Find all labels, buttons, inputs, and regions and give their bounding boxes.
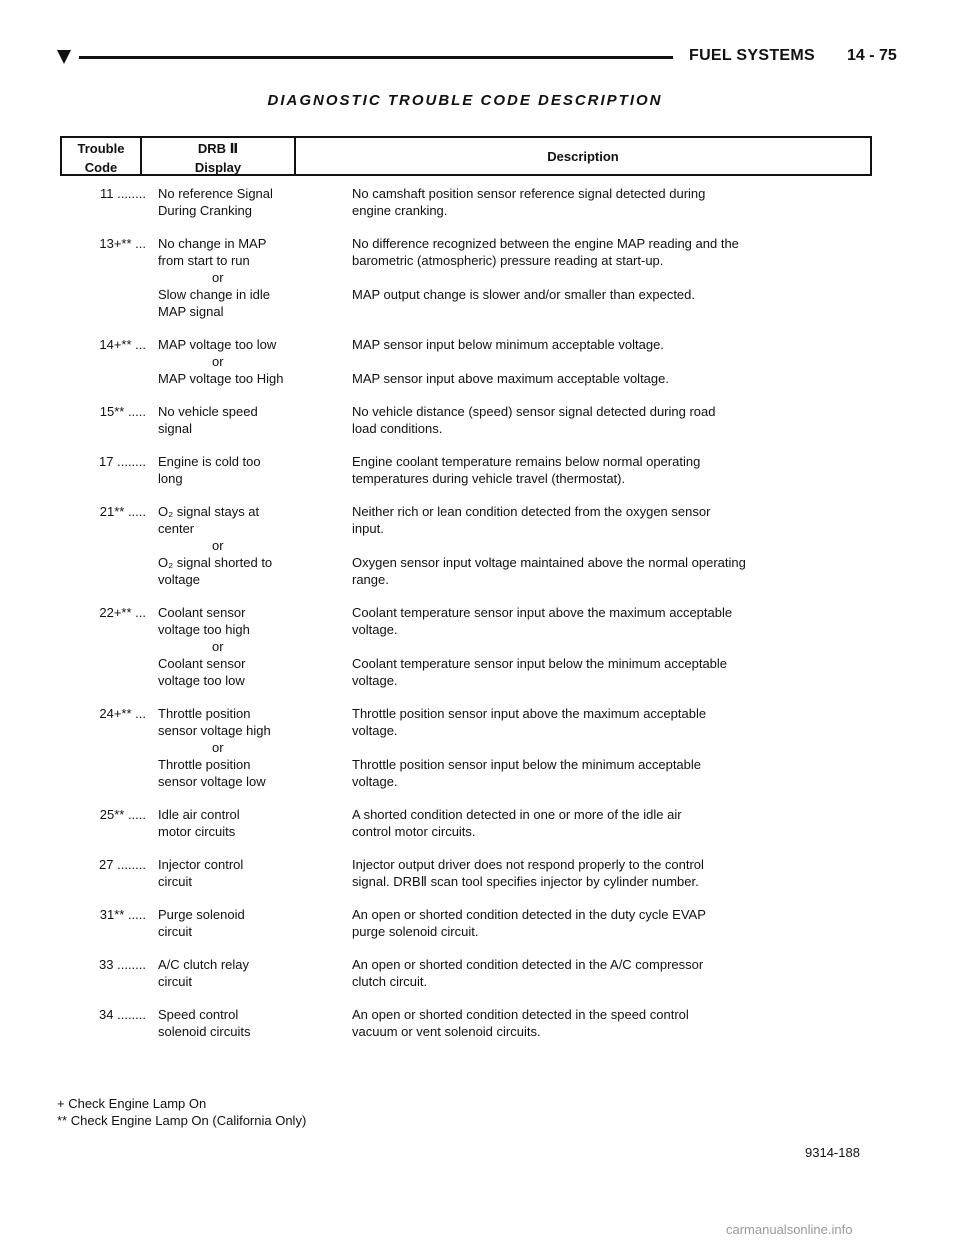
- or-separator: or: [212, 538, 224, 553]
- drb-display-line: long: [158, 471, 183, 486]
- description-line: voltage.: [352, 673, 398, 688]
- description-line: Oxygen sensor input voltage maintained above the normal operating: [352, 555, 746, 570]
- drb-display-text: [158, 956, 352, 990]
- description-line: No vehicle distance (speed) sensor signal detected during road: [352, 404, 716, 419]
- description-text: [352, 554, 746, 588]
- description-line: A shorted condition detected in one or more of the idle air: [352, 807, 682, 822]
- watermark: carmanualsonline.info: [726, 1222, 853, 1237]
- description-line: Coolant temperature sensor input above the maximum acceptable: [352, 605, 733, 620]
- description-line: Injector output driver does not respond properly to the control: [352, 857, 704, 872]
- code-details: [158, 185, 705, 219]
- drb-display-line: O₂ signal stays at: [158, 504, 260, 519]
- table-row: [60, 604, 860, 689]
- drb-display-text: [158, 655, 352, 689]
- drb-display-text: [158, 705, 352, 739]
- or-separator: or: [212, 270, 224, 285]
- description-line: An open or shorted condition detected in the A/C compressor: [352, 957, 704, 972]
- display-description-pair: [158, 655, 732, 689]
- description-text: [352, 655, 727, 689]
- drb-display-line: Coolant sensor: [158, 605, 246, 620]
- table-row: [60, 235, 860, 320]
- display-description-pair: [158, 756, 706, 790]
- drb-display-line: Idle air control: [158, 807, 240, 822]
- table-row: [60, 956, 860, 990]
- drb-display-line: Purge solenoid: [158, 907, 245, 922]
- code-details: [158, 806, 682, 840]
- display-description-pair: [158, 286, 739, 320]
- or-separator: or: [212, 740, 224, 755]
- description-line: temperatures during vehicle travel (thermostat).: [352, 471, 626, 486]
- drb-display-line: solenoid circuits: [158, 1024, 251, 1039]
- description-line: MAP output change is slower and/or smaller than expected.: [352, 287, 696, 302]
- trouble-code: 15** .....: [99, 404, 146, 419]
- triangle-marker-icon: [57, 50, 71, 64]
- description-line: engine cranking.: [352, 203, 448, 218]
- display-description-pair: [158, 453, 700, 487]
- display-description-pair: [158, 235, 739, 269]
- trouble-code: 21** .....: [99, 504, 146, 519]
- header-drb-display-line-2: Display: [194, 160, 242, 175]
- description-line: voltage.: [352, 723, 398, 738]
- trouble-code: 34 ........: [99, 1007, 146, 1022]
- display-description-pair: [158, 856, 704, 890]
- description-text: [352, 453, 700, 487]
- description-line: Coolant temperature sensor input below the minimum acceptable: [352, 656, 728, 671]
- drb-display-text: [158, 503, 352, 537]
- code-details: [158, 604, 732, 689]
- table-row: [60, 503, 860, 588]
- display-description-pair: [158, 956, 703, 990]
- description-line: voltage.: [352, 622, 398, 637]
- trouble-code-list: [60, 185, 860, 1056]
- description-text: [352, 806, 682, 840]
- header-trouble-code: [62, 138, 142, 174]
- drb-display-line: Coolant sensor: [158, 656, 246, 671]
- description-text: [352, 705, 706, 739]
- drb-display-line: A/C clutch relay: [158, 957, 250, 972]
- trouble-code: 33 ........: [99, 957, 146, 972]
- display-description-pair: [158, 554, 746, 588]
- drb-display-text: [158, 370, 352, 387]
- description-line: vacuum or vent solenoid circuits.: [352, 1024, 541, 1039]
- drb-display-text: [158, 286, 352, 320]
- drb-display-line: Speed control: [158, 1007, 239, 1022]
- drb-display-line: voltage: [158, 572, 200, 587]
- table-row: [60, 185, 860, 219]
- code-details: [158, 906, 706, 940]
- description-text: [352, 185, 705, 219]
- drb-display-line: Injector control: [158, 857, 244, 872]
- code-details: [158, 336, 669, 387]
- drb-display-text: [158, 185, 352, 219]
- trouble-code: 31** .....: [99, 907, 146, 922]
- drb-display-line: center: [158, 521, 195, 536]
- code-details: [158, 956, 703, 990]
- header-trouble-code-line-2: Code: [84, 160, 118, 175]
- trouble-code: 14+** ...: [99, 337, 146, 352]
- drb-display-line: MAP voltage too High: [158, 371, 284, 386]
- code-details: [158, 403, 716, 437]
- description-line: signal. DRBⅡ scan tool specifies injector by cylinder number.: [352, 874, 699, 889]
- or-separator: or: [212, 354, 224, 369]
- description-text: [352, 756, 701, 790]
- table-row: [60, 336, 860, 387]
- drb-display-text: [158, 856, 352, 890]
- description-line: load conditions.: [352, 421, 443, 436]
- trouble-code: 11 ........: [99, 186, 146, 201]
- description-text: [352, 906, 706, 940]
- description-line: input.: [352, 521, 384, 536]
- display-description-pair: [158, 336, 669, 353]
- drb-display-text: [158, 453, 352, 487]
- drb-display-text: [158, 235, 352, 269]
- display-description-pair: [158, 906, 706, 940]
- table-row: [60, 403, 860, 437]
- header-drb-display: [142, 138, 296, 174]
- display-description-pair: [158, 185, 705, 219]
- header-trouble-code-line-1: Trouble: [77, 141, 125, 156]
- drb-display-line: During Cranking: [158, 203, 252, 218]
- description-line: clutch circuit.: [352, 974, 428, 989]
- trouble-code: 22+** ...: [99, 605, 146, 620]
- drb-display-line: MAP voltage too low: [158, 337, 277, 352]
- drb-display-text: [158, 756, 352, 790]
- description-text: [352, 370, 669, 387]
- drb-display-line: voltage too high: [158, 622, 250, 637]
- page-header: [57, 44, 897, 72]
- footnotes: [57, 1095, 306, 1129]
- header-rule: [79, 56, 673, 59]
- code-details: [158, 856, 704, 890]
- page-number: 14 - 75: [847, 47, 897, 64]
- drb-display-line: Throttle position: [158, 757, 251, 772]
- table-row: [60, 705, 860, 790]
- description-text: [352, 286, 695, 320]
- description-text: [352, 604, 732, 638]
- display-description-pair: [158, 604, 732, 638]
- description-line: Neither rich or lean condition detected from the oxygen sensor: [352, 504, 711, 519]
- table-row: [60, 453, 860, 487]
- description-line: voltage.: [352, 774, 398, 789]
- page-title: DIAGNOSTIC TROUBLE CODE DESCRIPTION: [267, 92, 663, 109]
- trouble-code: 13+** ...: [99, 236, 146, 251]
- description-text: [352, 856, 704, 890]
- description-line: Throttle position sensor input above the maximum acceptable: [352, 706, 707, 721]
- description-line: barometric (atmospheric) pressure reading at start-up.: [352, 253, 664, 268]
- description-text: [352, 956, 703, 990]
- description-line: purge solenoid circuit.: [352, 924, 479, 939]
- section-title: FUEL SYSTEMS: [689, 47, 815, 64]
- drb-display-line: No vehicle speed: [158, 404, 258, 419]
- code-details: [158, 705, 706, 790]
- drb-display-line: circuit: [158, 924, 192, 939]
- code-details: [158, 235, 739, 320]
- table-row: [60, 1006, 860, 1040]
- table-header: [60, 136, 872, 176]
- drb-display-line: No change in MAP: [158, 236, 267, 251]
- description-line: MAP sensor input above maximum acceptable voltage.: [352, 371, 669, 386]
- drb-display-text: [158, 336, 352, 353]
- drb-display-line: motor circuits: [158, 824, 236, 839]
- table-row: [60, 906, 860, 940]
- description-text: [352, 336, 664, 353]
- drb-display-line: Engine is cold too: [158, 454, 261, 469]
- drb-display-text: [158, 554, 352, 588]
- header-drb-display-line-1: DRB Ⅱ: [197, 141, 239, 156]
- drb-display-text: [158, 403, 352, 437]
- or-separator: or: [212, 639, 224, 654]
- drb-display-line: O₂ signal shorted to: [158, 555, 273, 570]
- drb-display-text: [158, 604, 352, 638]
- code-details: [158, 1006, 689, 1040]
- drb-display-line: sensor voltage low: [158, 774, 266, 789]
- footnote-check-engine-california: ** Check Engine Lamp On (California Only): [57, 1113, 307, 1128]
- display-description-pair: [158, 806, 682, 840]
- drb-display-text: [158, 1006, 352, 1040]
- trouble-code: 27 ........: [99, 857, 146, 872]
- drb-display-text: [158, 906, 352, 940]
- drb-display-text: [158, 806, 352, 840]
- drb-display-line: circuit: [158, 974, 192, 989]
- description-text: [352, 1006, 689, 1040]
- description-line: No difference recognized between the engine MAP reading and the: [352, 236, 739, 251]
- description-line: No camshaft position sensor reference signal detected during: [352, 186, 706, 201]
- code-details: [158, 503, 746, 588]
- description-line: Throttle position sensor input below the minimum acceptable: [352, 757, 702, 772]
- description-line: range.: [352, 572, 389, 587]
- code-details: [158, 453, 700, 487]
- display-description-pair: [158, 503, 746, 537]
- drb-display-line: signal: [158, 421, 192, 436]
- description-line: MAP sensor input below minimum acceptable voltage.: [352, 337, 664, 352]
- display-description-pair: [158, 1006, 689, 1040]
- display-description-pair: [158, 705, 706, 739]
- description-line: An open or shorted condition detected in the speed control: [352, 1007, 689, 1022]
- drb-display-line: Throttle position: [158, 706, 251, 721]
- header-description: [296, 138, 870, 174]
- description-line: An open or shorted condition detected in the duty cycle EVAP: [352, 907, 706, 922]
- drb-display-line: MAP signal: [158, 304, 224, 319]
- trouble-code: 24+** ...: [99, 706, 146, 721]
- trouble-code: 17 ........: [99, 454, 146, 469]
- drb-display-line: from start to run: [158, 253, 250, 268]
- description-line: Engine coolant temperature remains below normal operating: [352, 454, 701, 469]
- display-description-pair: [158, 403, 716, 437]
- figure-id: 9314-188: [805, 1145, 860, 1160]
- description-text: [352, 235, 739, 269]
- trouble-code: 25** .....: [99, 807, 146, 822]
- table-row: [60, 856, 860, 890]
- description-text: [352, 503, 710, 537]
- footnote-check-engine: + Check Engine Lamp On: [57, 1096, 207, 1111]
- drb-display-line: No reference Signal: [158, 186, 273, 201]
- drb-display-line: Slow change in idle: [158, 287, 271, 302]
- header-description-label: Description: [547, 149, 619, 164]
- description-text: [352, 403, 716, 437]
- drb-display-line: voltage too low: [158, 673, 245, 688]
- description-line: control motor circuits.: [352, 824, 476, 839]
- drb-display-line: circuit: [158, 874, 192, 889]
- table-row: [60, 806, 860, 840]
- display-description-pair: [158, 370, 669, 387]
- drb-display-line: sensor voltage high: [158, 723, 271, 738]
